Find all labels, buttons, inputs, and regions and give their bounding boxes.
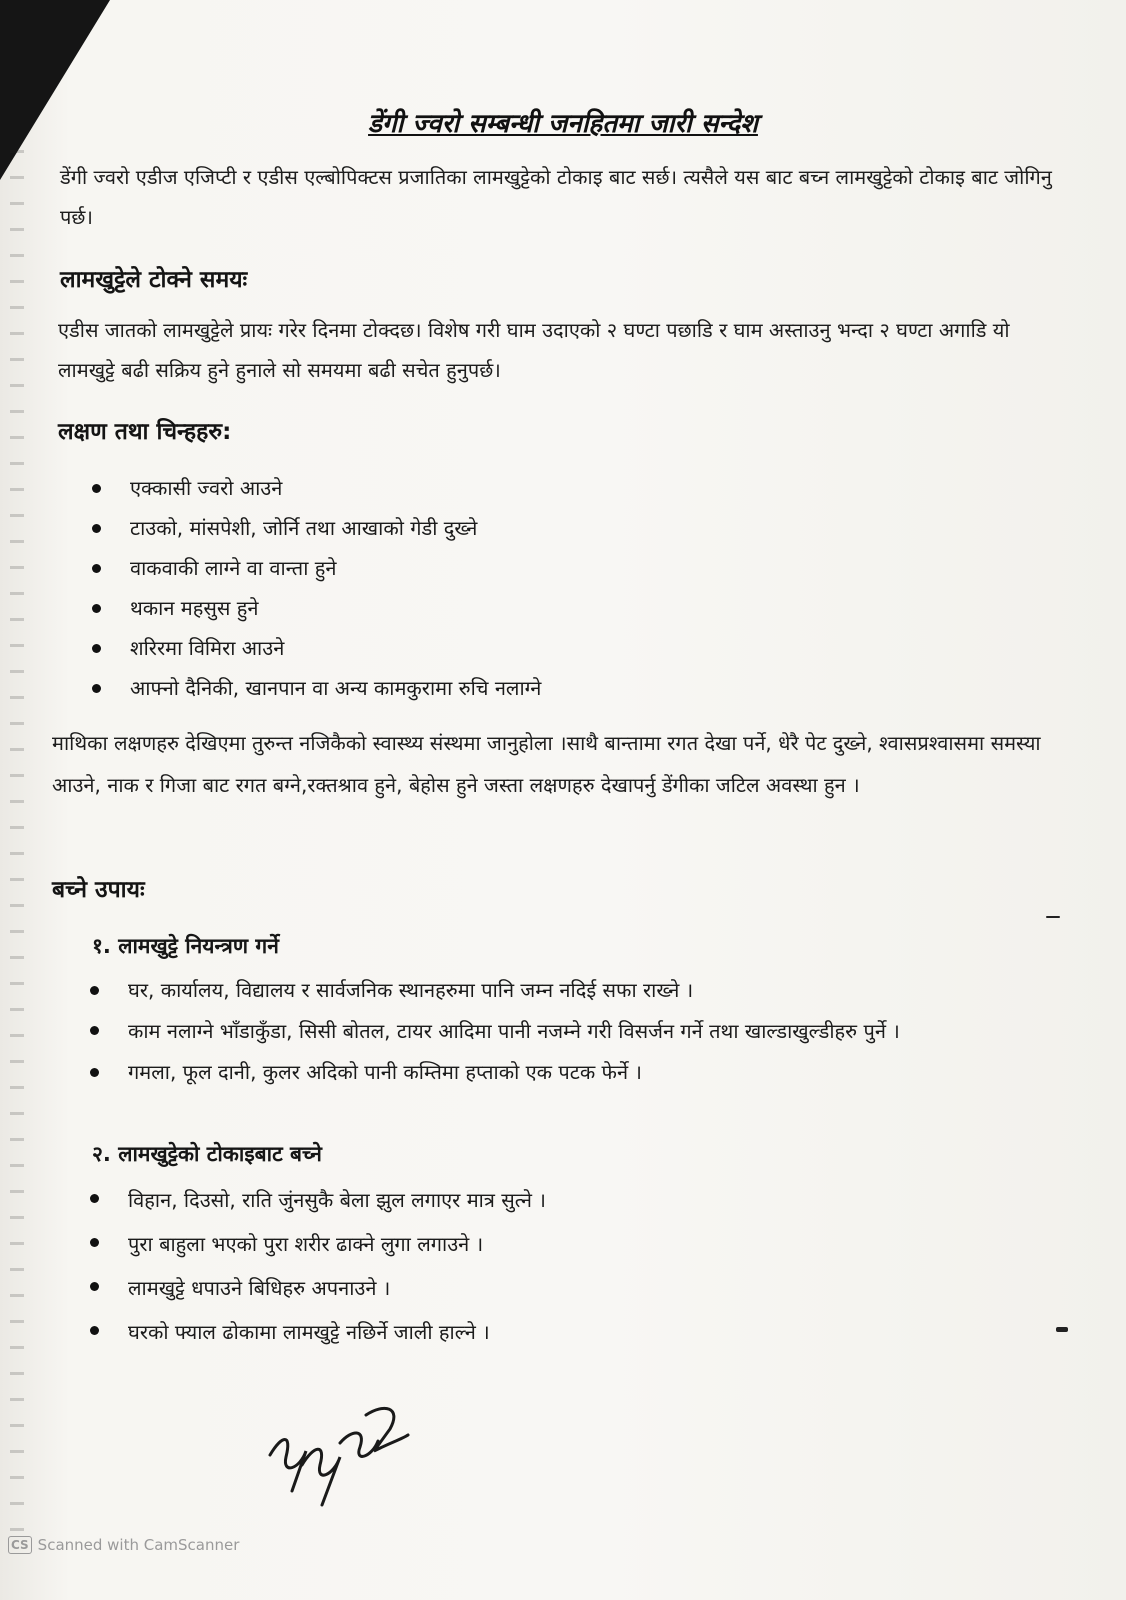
bullet-icon <box>92 524 101 533</box>
list-item: घर, कार्यालय, विद्यालय र सार्वजनिक स्थानहरुमा पानि जम्न नदिई सफा राख्ने । <box>90 970 1075 1010</box>
symptoms-heading: लक्षण तथा चिन्हहरु: <box>58 419 232 445</box>
camscanner-logo-icon: CS <box>8 1536 32 1554</box>
scan-speck <box>1046 916 1060 918</box>
list-item: एक्कासी ज्वरो आउने <box>92 468 992 508</box>
bullet-icon <box>90 1194 99 1203</box>
list-item: शरिरमा विमिरा आउने <box>92 628 992 668</box>
bullet-icon <box>92 644 101 653</box>
list-item: पुरा बाहुला भएको पुरा शरीर ढाक्ने लुगा लगाउने । <box>90 1222 1075 1266</box>
bullet-icon <box>92 484 101 493</box>
list-item: काम नलाग्ने भाँडाकुँडा, सिसी बोतल, टायर आदिमा पानी नजम्ने गरी विसर्जन गर्ने तथा खाल्डाखुल्डीहरु पुर्ने । <box>90 1010 1075 1052</box>
handwritten-signature <box>262 1395 412 1510</box>
intro-paragraph: डेंगी ज्वरो एडीज एजिप्टी र एडीस एल्बोपिक्टस प्रजातिका लामखुट्टेको टोकाइ बाट सर्छ। त्यसैले यस बाट बच्न लामखुट्टेको टोकाइ बाट जोगिनु पर्छ। <box>60 165 1052 229</box>
list-item: आफ्नो दैनिकी, खानपान वा अन्य कामकुरामा रुचि नलाग्ने <box>92 668 992 708</box>
prevention-group-2-label: २. लामखुट्टेको टोकाइबाट बच्ने <box>92 1142 322 1166</box>
bullet-icon <box>92 604 101 613</box>
bullet-icon <box>92 564 101 573</box>
scanner-watermark <box>8 1536 239 1554</box>
bullet-icon <box>92 684 101 693</box>
list-item: विहान, दिउसो, राति जुंनसुकै बेला झुल लगाएर मात्र सुत्ने । <box>90 1178 1075 1222</box>
bullet-icon <box>90 1326 99 1335</box>
list-item: टाउको, मांसपेशी, जोर्नि तथा आखाको गेडी दुख्ने <box>92 508 992 548</box>
list-item: थकान महसुस हुने <box>92 588 992 628</box>
scan-speck <box>1056 1327 1068 1332</box>
list-item: घरको फ्याल ढोकामा लामखुट्टे नछिर्ने जाली हाल्ने । <box>90 1310 1075 1354</box>
prevention-group-2-list <box>90 1178 1075 1354</box>
bullet-icon <box>90 1238 99 1247</box>
bullet-icon <box>90 1068 99 1077</box>
prevention-heading: बच्ने उपायः <box>52 877 145 903</box>
watermark-text: Scanned with CamScanner <box>37 1536 240 1554</box>
prevention-group-1-label: १. लामखुट्टे नियन्त्रण गर्ने <box>92 934 279 958</box>
bullet-icon <box>90 1026 99 1035</box>
bullet-icon <box>90 986 99 995</box>
prevention-group-1-list <box>90 970 1075 1092</box>
bite-time-heading: लामखुट्टेले टोक्ने समयः <box>60 267 248 293</box>
symptoms-note-paragraph: माथिका लक्षणहरु देखिएमा तुरुन्त नजिकैको स्वास्थ्य संस्थमा जानुहोला ।साथै बान्तामा रगत देखा पर्ने, धेरै पेट दुख्ने, श्वासप्रश्वासमा समस्या आउने, नाक र गिजा बाट रगत बग्ने,रक्तश्राव हुने, बेहोस हुने जस्ता लक्षणहरु देखापर्नु डेंगीका जटिल अवस्था हुन । <box>52 731 1041 797</box>
list-item: लामखुट्टे धपाउने बिधिहरु अपनाउने । <box>90 1266 1075 1310</box>
scan-edge-marks <box>10 150 24 1550</box>
page-title: डेंगी ज्वरो सम्बन्धी जनहितमा जारी सन्देश <box>368 109 758 139</box>
bullet-icon <box>90 1282 99 1291</box>
symptoms-list <box>92 468 992 708</box>
list-item: गमला, फूल दानी, कुलर अदिको पानी कम्तिमा हप्ताको एक पटक फेर्ने । <box>90 1052 1075 1092</box>
bite-time-paragraph: एडीस जातको लामखुट्टेले प्रायः गरेर दिनमा टोक्दछ। विशेष गरी घाम उदाएको २ घण्टा पछाडि र घाम अस्ताउनु भन्दा २ घण्टा अगाडि यो लामखुट्टे बढी सक्रिय हुने हुनाले सो समयमा बढी सचेत हुनुपर्छ। <box>58 318 1010 382</box>
list-item: वाकवाकी लाग्ने वा वान्ता हुने <box>92 548 992 588</box>
